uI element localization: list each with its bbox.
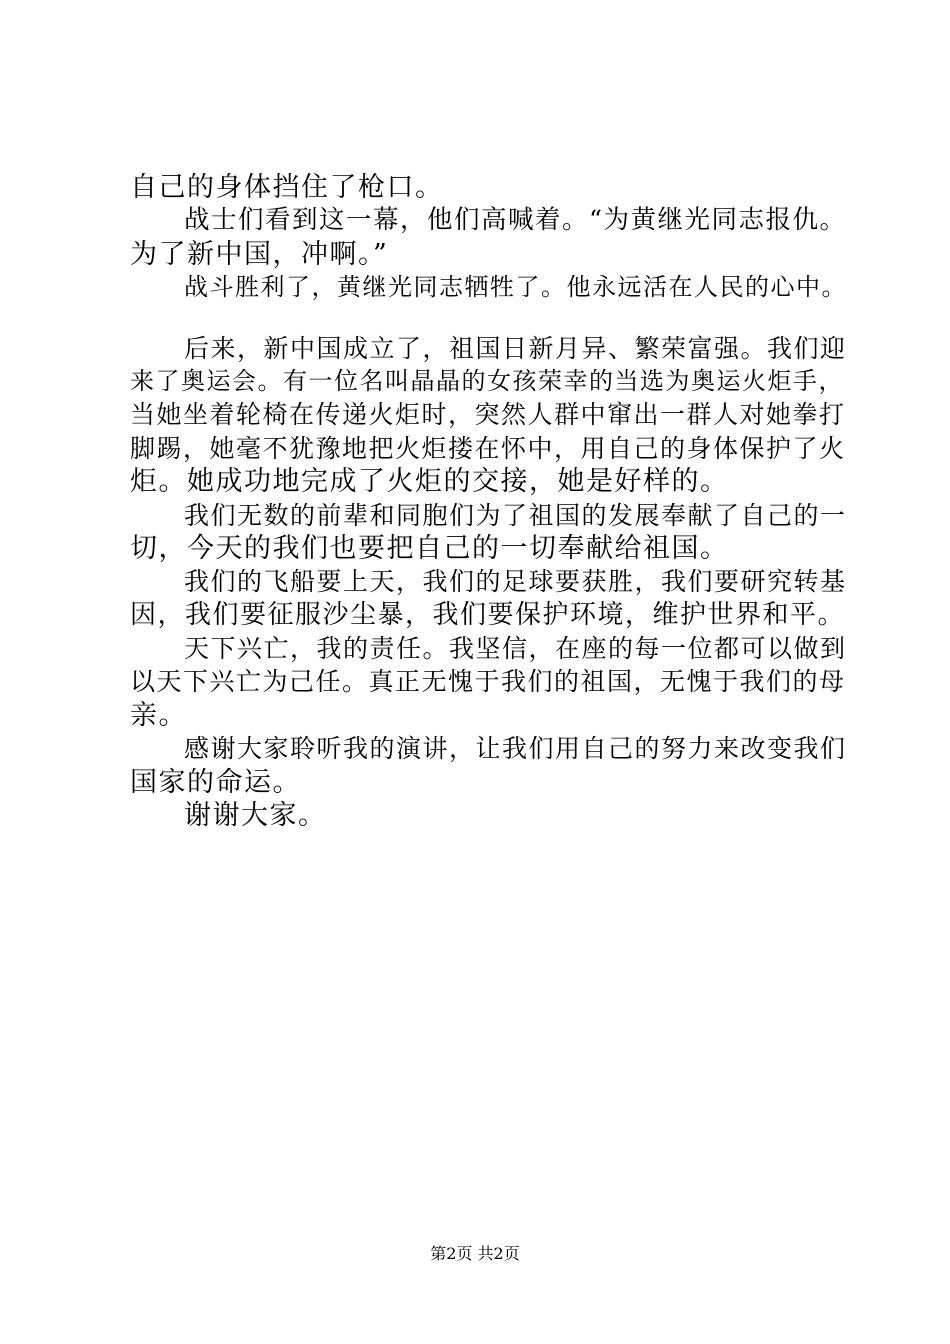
text-line: 亲。 — [130, 699, 187, 731]
text-line: 国家的命运。 — [130, 766, 301, 798]
text-line: 我们无数的前辈和同胞们为了祖国的发展奉献了自己的一 — [184, 500, 847, 530]
text-line: 切，今天的我们也要把自己的一切奉献给祖国。 — [130, 532, 729, 564]
text-line: 感谢大家聆听我的演讲，让我们用自己的努力来改变我们 — [184, 734, 847, 764]
text-line: 谢谢大家。 — [184, 800, 327, 832]
document-body — [130, 171, 854, 832]
text-line: 为了新中国，冲啊。” — [130, 238, 389, 270]
text-line: 自己的身体挡住了枪口。 — [130, 172, 444, 203]
text-line: 以天下兴亡为己任。真正无愧于我们的祖国，无愧于我们的母 — [130, 667, 846, 697]
text-line: 因，我们要征服沙尘暴，我们要保护环境，维护世界和平。 — [130, 599, 846, 630]
text-line: 当她坐着轮椅在传递火炬时，突然人群中窜出一群人对她拳打 — [130, 400, 846, 430]
text-line: 战斗胜利了，黄继光同志牺牲了。他永远活在人民的心中。 — [184, 273, 847, 302]
text-line: 后来，新中国成立了，祖国日新月异、繁荣富强。我们迎 — [184, 333, 847, 363]
text-line: 我们的飞船要上天，我们的足球要获胜，我们要研究转基 — [184, 567, 847, 597]
text-line: 炬。她成功地完成了火炬的交接，她是好样的。 — [130, 466, 729, 498]
text-line: 来了奥运会。有一位名叫晶晶的女孩荣幸的当选为奥运火炬手， — [130, 366, 844, 395]
page-number-footer: 第2页 共2页 — [430, 1244, 520, 1263]
paragraph-gap — [130, 305, 854, 332]
text-line: 天下兴亡，我的责任。我坚信，在座的每一位都可以做到 — [184, 634, 847, 664]
text-line: 战士们看到这一幕，他们高喊着。“为黄继光同志报仇。 — [184, 205, 847, 236]
text-line: 脚踢，她毫不犹豫地把火炬搂在怀中，用自己的身体保护了火 — [130, 433, 846, 463]
